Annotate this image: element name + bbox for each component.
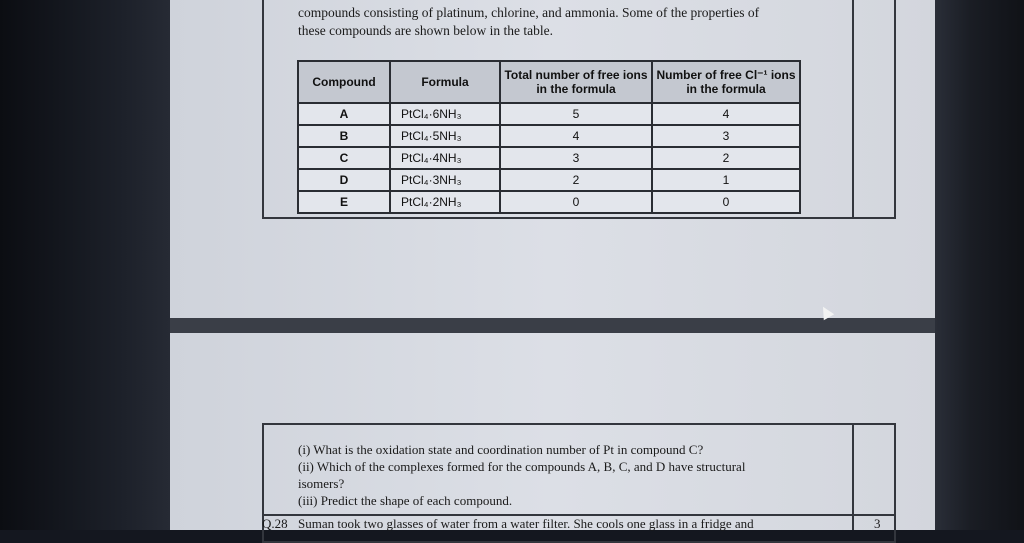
cell-formula: PtCl₄·6NH₃	[390, 103, 500, 125]
cell-compound: E	[298, 191, 390, 213]
table-row	[298, 191, 800, 213]
question-intro	[298, 4, 843, 40]
sub-question-3: (iii) Predict the shape of each compound.	[298, 493, 513, 508]
screen-bezel-right	[935, 0, 1024, 530]
cell-compound: D	[298, 169, 390, 191]
cell-formula: PtCl₄·4NH₃	[390, 147, 500, 169]
sub-question-1: (i) What is the oxidation state and coordination number of Pt in compound C?	[298, 442, 704, 457]
cell-total-ions: 3	[500, 147, 652, 169]
cell-cl-ions: 2	[652, 147, 800, 169]
cell-cl-ions: 1	[652, 169, 800, 191]
next-question-number: Q.28	[262, 516, 288, 531]
next-question-marks: 3	[874, 516, 881, 531]
table-row	[298, 125, 800, 147]
cell-total-ions: 0	[500, 191, 652, 213]
cell-cl-ions: 3	[652, 125, 800, 147]
header-cl-ions: Number of free Cl⁻¹ ions in the formula	[652, 61, 800, 103]
cell-total-ions: 4	[500, 125, 652, 147]
cell-cl-ions: 0	[652, 191, 800, 213]
next-question-row	[262, 514, 896, 532]
cell-formula: PtCl₄·5NH₃	[390, 125, 500, 147]
header-total-ions: Total number of free ions in the formula	[500, 61, 652, 103]
cell-formula: PtCl₄·2NH₃	[390, 191, 500, 213]
sub-question-2: (ii) Which of the complexes formed for the compounds A, B, C, and D have structural	[298, 459, 746, 474]
cell-formula: PtCl₄·3NH₃	[390, 169, 500, 191]
cell-total-ions: 5	[500, 103, 652, 125]
next-question-text: Suman took two glasses of water from a water filter. She cools one glass in a fridge and	[298, 516, 754, 531]
cell-compound: B	[298, 125, 390, 147]
screen-bezel-left	[0, 0, 170, 530]
table-row	[298, 169, 800, 191]
compound-properties-table	[297, 60, 801, 214]
cell-compound: C	[298, 147, 390, 169]
header-compound: Compound	[298, 61, 390, 103]
sub-question-2-continued: isomers?	[298, 476, 345, 491]
intro-line-1: compounds consisting of platinum, chlorine, and ammonia. Some of the properties of	[298, 5, 760, 20]
table-header-row	[298, 61, 800, 103]
sub-questions	[298, 441, 848, 509]
table-row	[298, 103, 800, 125]
marks-column-divider	[852, 0, 854, 219]
header-formula: Formula	[390, 61, 500, 103]
table-row	[298, 147, 800, 169]
cell-compound: A	[298, 103, 390, 125]
cell-total-ions: 2	[500, 169, 652, 191]
intro-line-2: these compounds are shown below in the table.	[298, 23, 553, 38]
page-gap	[170, 318, 935, 333]
cell-cl-ions: 4	[652, 103, 800, 125]
